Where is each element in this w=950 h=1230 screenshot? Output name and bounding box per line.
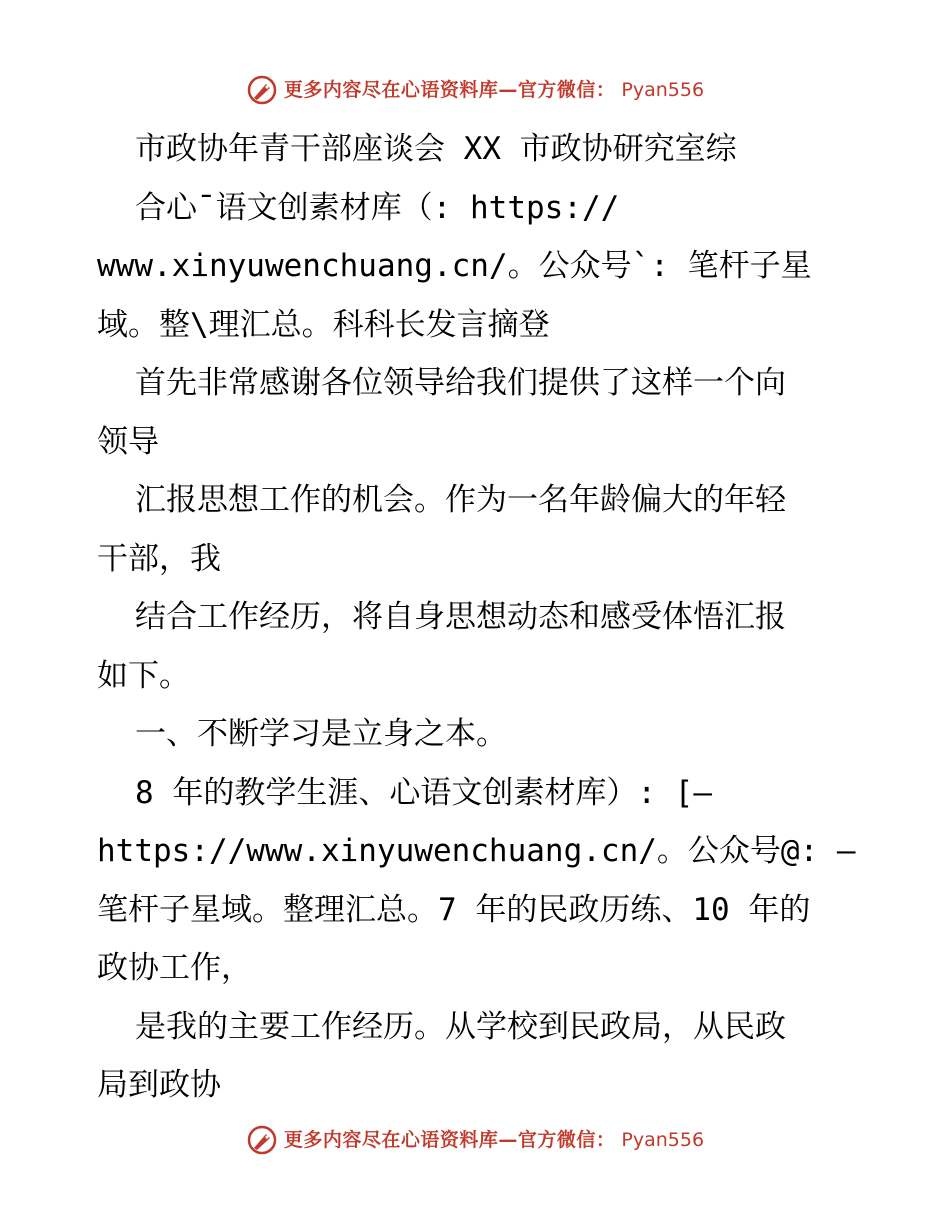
text-line: www.xinyuwenchuang.cn/。公众号`: 笔杆子星 bbox=[97, 248, 812, 284]
text-line: 一、不断学习是立身之本。 bbox=[135, 716, 507, 752]
text-line: 如下。 bbox=[97, 657, 190, 694]
text-line: 干部，我 bbox=[97, 540, 221, 577]
text-line: 结合工作经历，将自身思想动态和感受体悟汇报 bbox=[135, 599, 786, 635]
text-line: 是我的主要工作经历。从学校到民政局，从民政 bbox=[135, 1008, 786, 1045]
document-body bbox=[97, 120, 867, 1115]
header-watermark-banner bbox=[0, 74, 950, 106]
text-line: https://www.xinyuwenchuang.cn/。公众号@: — bbox=[97, 833, 856, 869]
text-line: 域。整\理汇总。科科长发言摘登 bbox=[97, 306, 550, 343]
pen-nib-logo-icon bbox=[246, 74, 278, 106]
text-line: 8 年的教学生涯、心语文创素材库）: [— bbox=[135, 774, 712, 811]
text-line: 合心¯语文创素材库（: https:// bbox=[135, 189, 620, 226]
text-line: 汇报思想工作的机会。作为一名年龄偏大的年轻 bbox=[135, 482, 786, 518]
text-line: 市政协年青干部座谈会 XX 市政协研究室综 bbox=[135, 131, 737, 167]
banner-wechat-id: Pyan556 bbox=[621, 1129, 705, 1151]
text-line: 领导 bbox=[97, 423, 159, 460]
footer-watermark-banner bbox=[0, 1124, 950, 1156]
banner-wechat-id: Pyan556 bbox=[621, 79, 705, 101]
text-line: 笔杆子星域。整理汇总。7 年的民政历练、10 年的 bbox=[97, 891, 811, 928]
pen-nib-logo-icon bbox=[246, 1124, 278, 1156]
banner-text: 更多内容尽在心语资料库—官方微信： bbox=[283, 79, 616, 101]
text-line: 局到政协 bbox=[97, 1067, 221, 1103]
text-line: 首先非常感谢各位领导给我们提供了这样一个向 bbox=[135, 365, 786, 401]
text-line: 政协工作， bbox=[97, 950, 252, 986]
banner-text: 更多内容尽在心语资料库—官方微信： bbox=[283, 1129, 616, 1151]
